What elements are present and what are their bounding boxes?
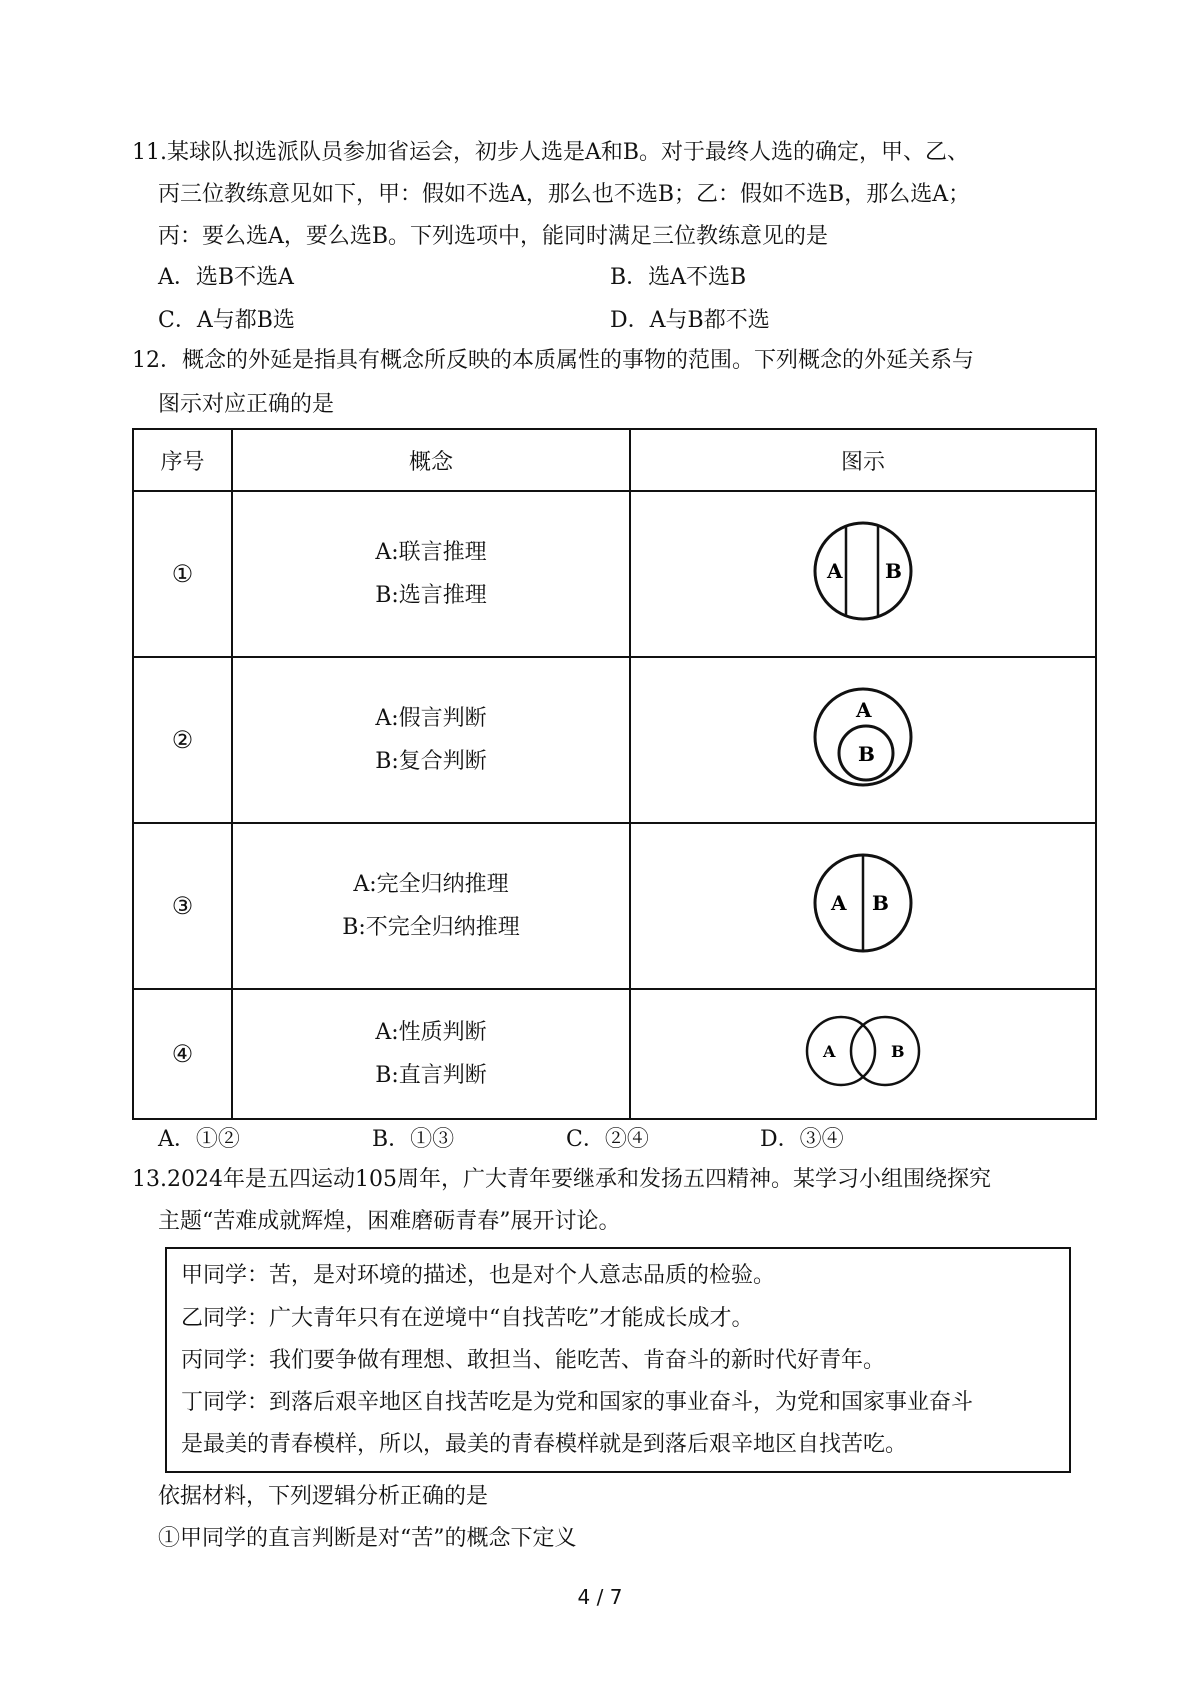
row-number: ④ (133, 989, 232, 1119)
diagram-label-a: A (856, 698, 872, 722)
row-diagram (630, 491, 1096, 657)
student-jia: 甲同学：苦，是对环境的描述，也是对个人意志品质的检验。 (181, 1263, 776, 1288)
row-number: ② (133, 657, 232, 823)
concept-a: A:完全归纳推理 (353, 872, 509, 897)
diagram-label-a: A (827, 559, 843, 583)
diagram-label-b: B (891, 1042, 905, 1061)
concept-b: B:不完全归纳推理 (342, 915, 520, 940)
header-diagram: 图示 (630, 429, 1096, 491)
diagram-label-b: B (858, 742, 875, 766)
q11-option-b: B．选A不选B (610, 265, 747, 290)
q12-line-2: 图示对应正确的是 (158, 392, 335, 417)
row-diagram (630, 989, 1096, 1119)
header-number: 序号 (133, 429, 232, 491)
q12-option-a: A．①② (158, 1127, 240, 1152)
row-diagram (630, 657, 1096, 823)
diagram-halves (808, 848, 918, 958)
diagram-label-b: B (885, 559, 902, 583)
diagram-label-a: A (831, 891, 847, 915)
concept-table (132, 428, 1097, 1120)
student-ding-1: 丁同学：到落后艰辛地区自找苦吃是为党和国家的事业奋斗，为党和国家事业奋斗 (181, 1390, 974, 1415)
diagram-label-b: B (872, 891, 889, 915)
diagram-overlap (803, 1011, 923, 1091)
q11-option-d: D．A与B都不选 (610, 308, 770, 333)
table-row (133, 491, 1096, 657)
q13-line-2: 主题“苦难成就辉煌，困难磨砺青春”展开讨论。 (158, 1209, 621, 1234)
row-concepts (232, 491, 630, 657)
q11-option-a: A．选B不选A (158, 265, 294, 290)
q13-statement-1: ①甲同学的直言判断是对“苦”的概念下定义 (158, 1526, 577, 1551)
row-concepts (232, 823, 630, 989)
row-diagram (630, 823, 1096, 989)
q12-option-c: C．②④ (566, 1127, 649, 1152)
q11-line-2: 丙三位教练意见如下，甲：假如不选A，那么也不选B；乙：假如不选B，那么选A； (158, 182, 971, 207)
diagram-disjoint-split (808, 516, 918, 626)
row-concepts (232, 989, 630, 1119)
student-ding-2: 是最美的青春模样，所以，最美的青春模样就是到落后艰辛地区自找苦吃。 (181, 1432, 908, 1457)
q12-option-b: B．①③ (372, 1127, 455, 1152)
table-row (133, 823, 1096, 989)
diagram-label-a: A (823, 1042, 836, 1061)
header-concept: 概念 (232, 429, 630, 491)
table-row (133, 657, 1096, 823)
q13-prompt: 依据材料，下列逻辑分析正确的是 (158, 1484, 489, 1509)
q13-line-1: 13.2024年是五四运动105周年，广大青年要继承和发扬五四精神。某学习小组围绕探究 (132, 1167, 991, 1192)
concept-b: B:复合判断 (375, 749, 487, 774)
discussion-box (165, 1247, 1071, 1473)
concept-a: A:性质判断 (375, 1020, 487, 1045)
concept-a: A:假言判断 (375, 706, 487, 731)
diagram-containment (808, 682, 918, 792)
q11-line-1: 11.某球队拟选派队员参加省运会，初步人选是A和B。对于最终人选的确定，甲、乙、 (132, 140, 970, 165)
page-number: 4 / 7 (577, 1585, 623, 1609)
table-row (133, 989, 1096, 1119)
student-bing: 丙同学：我们要争做有理想、敢担当、能吃苦、肯奋斗的新时代好青年。 (181, 1348, 886, 1373)
concept-b: B:直言判断 (375, 1063, 487, 1088)
q11-line-3: 丙：要么选A，要么选B。下列选项中，能同时满足三位教练意见的是 (158, 224, 829, 249)
q12-option-d: D．③④ (760, 1127, 844, 1152)
q12-line-1: 12．概念的外延是指具有概念所反映的本质属性的事物的范围。下列概念的外延关系与 (132, 348, 974, 373)
row-number: ③ (133, 823, 232, 989)
concept-a: A:联言推理 (375, 540, 487, 565)
row-number: ① (133, 491, 232, 657)
concept-b: B:选言推理 (375, 583, 487, 608)
student-yi: 乙同学：广大青年只有在逆境中“自找苦吃”才能成长成才。 (181, 1306, 754, 1331)
row-concepts (232, 657, 630, 823)
q11-option-c: C．A与都B选 (158, 308, 295, 333)
